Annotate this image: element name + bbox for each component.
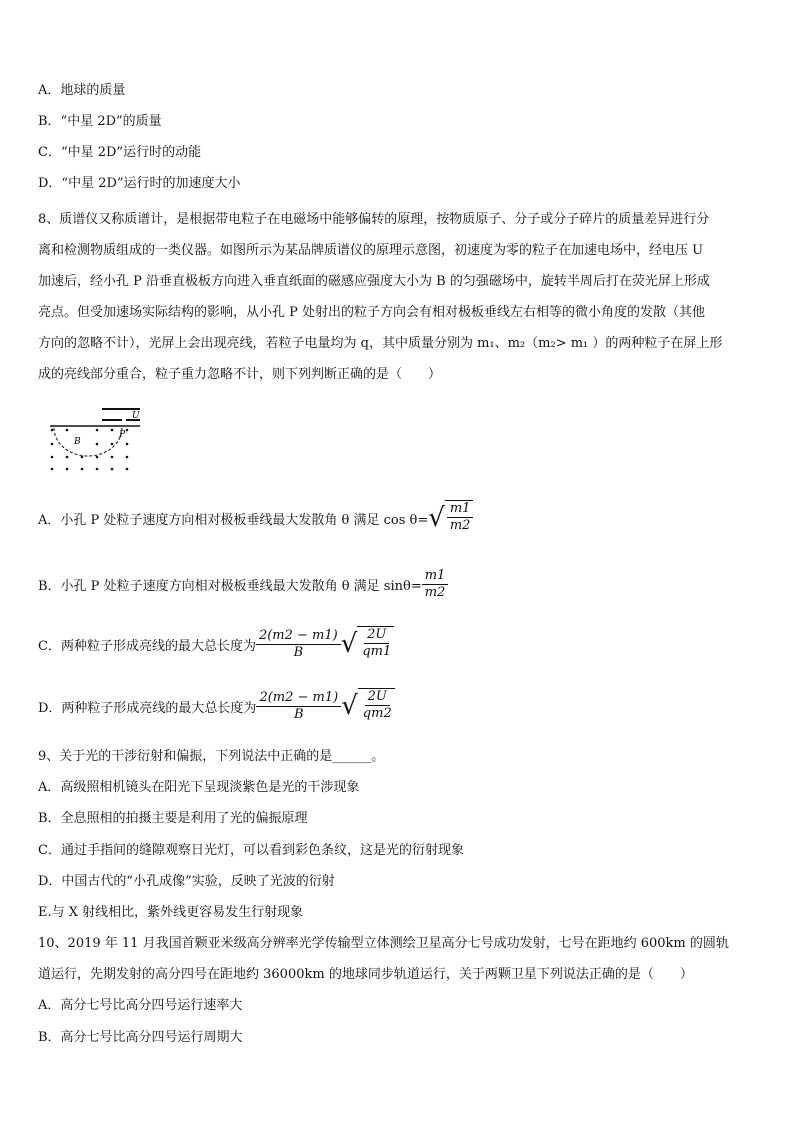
q7-option-a: A．地球的质量 <box>38 83 126 98</box>
q10-stem-line: 10、2019 年 11 月我国首颗亚米级高分辨率光学传输型立体测绘卫星高分七号成功发射，七号在距地约 600km 的圆轨 <box>38 936 729 951</box>
q9-option-e: E.与 X 射线相比，紫外线更容易发生行射现象 <box>38 905 304 920</box>
q8-stem-line: 方向的忽略不计），光屏上会出现亮线，若粒子电量均为 q，其中质量分别为 m₁、m₂（m₂> m₁ ）的两种粒子在屏上形 <box>38 336 723 351</box>
q9-option-b: B．全息照相的拍摄主要是利用了光的偏振原理 <box>38 811 308 826</box>
figure-label-p: P <box>119 430 126 440</box>
q8-stem-line: 加速后，经小孔 P 沿垂直极板方向进入垂直纸面的磁感应强度大小为 B 的匀强磁场中，旋转半周后打在荧光屏上形成 <box>38 274 710 289</box>
fraction-numerator: m1 <box>422 568 449 585</box>
q10-stem-line: 道运行，先期发射的高分四号在距地约 36000km 的地球同步轨道运行，关于两颗卫星下列说法正确的是（ ） <box>38 967 693 982</box>
fraction-numerator: 2U <box>365 689 390 706</box>
mass-ratio-fraction <box>422 568 449 601</box>
q8-option-c-text: C．两种粒子形成亮线的最大总长度为 <box>38 638 256 654</box>
q9-stem: 9、关于光的干涉衍射和偏振，下列说法中正确的是______。 <box>38 749 385 764</box>
length-fraction <box>256 628 341 661</box>
fraction-denominator: m2 <box>449 518 471 533</box>
q9-option-c: C．通过手指间的缝隙观察日光灯，可以看到彩色条纹，这是光的衍射现象 <box>38 843 464 858</box>
figure-label-b: B <box>74 437 81 447</box>
mass-spectrometer-figure <box>40 400 150 472</box>
q7-option-c: C．“中星 2D”运行时的动能 <box>38 145 202 160</box>
length-fraction <box>256 690 341 723</box>
q8-stem-line: 成的亮线部分重合，粒子重力忽略不计，则下列判断正确的是（ ） <box>38 367 442 382</box>
q8-option-c <box>38 626 394 662</box>
fraction-numerator: 2(m2 − m1) <box>256 690 341 707</box>
q8-option-b <box>38 568 448 601</box>
fraction-denominator: B <box>294 706 304 722</box>
q7-option-d: D．“中星 2D”运行时的加速度大小 <box>38 176 241 191</box>
q8-option-a-text: A．小孔 P 处粒子速度方向相对极板垂线最大发散角 θ 满足 cos θ= <box>38 512 429 528</box>
q8-stem-line: 离和检测物质组成的一类仪器。如图所示为某品牌质谱仪的原理示意图，初速度为零的粒子在加速电场中，经电压 U <box>38 243 704 258</box>
q8-stem <box>38 204 758 390</box>
fraction-numerator: 2U <box>364 627 389 644</box>
q8-option-d <box>38 688 395 724</box>
q8-option-b-text: B．小孔 P 处粒子速度方向相对极板垂线最大发散角 θ 满足 sinθ= <box>38 579 422 594</box>
q7-option-b: B．“中星 2D”的质量 <box>38 114 162 129</box>
q8-stem-line: 8、质谱仪又称质谱计，是根据带电粒子在电磁场中能够偏转的原理，按物质原子、分子或分子碎片的质量差异进行分 <box>38 212 710 227</box>
fraction-numerator: 2(m2 − m1) <box>256 628 341 645</box>
fraction-denominator: qm1 <box>362 644 392 659</box>
mass-ratio-fraction <box>447 501 474 534</box>
fraction-denominator: m2 <box>424 585 446 600</box>
q9-option-d: D．中国古代的“小孔成像”实验，反映了光波的衍射 <box>38 874 335 889</box>
q10-option-a: A．高分七号比高分四号运行速率大 <box>38 998 243 1013</box>
figure-label-u: U <box>132 411 140 421</box>
sqrt-expression: √ $\frac{2U}{qm2}$ <box>341 688 395 724</box>
q9-option-a: A．高级照相机镜头在阳光下呈现淡紫色是光的干涉现象 <box>38 780 360 795</box>
q10-option-b: B．高分七号比高分四号运行周期大 <box>38 1030 243 1045</box>
fraction-numerator: m1 <box>447 501 474 518</box>
fraction-denominator: qm2 <box>362 706 392 721</box>
fraction-denominator: B <box>293 644 304 660</box>
q8-stem-line: 亮点。但受加速场实际结构的影响，从小孔 P 处射出的粒子方向会有相对极板垂线左右相等的微小角度的发散（其他 <box>38 305 706 320</box>
sqrt-expression: √ $\frac{2U}{qm1}$ <box>341 626 395 662</box>
q8-option-d-text: D．两种粒子形成亮线的最大总长度为 <box>38 700 257 716</box>
q8-option-a <box>38 500 473 536</box>
sqrt-expression: √ $\frac{m1}{m2}$ <box>428 500 473 536</box>
q10-stem <box>38 928 758 990</box>
